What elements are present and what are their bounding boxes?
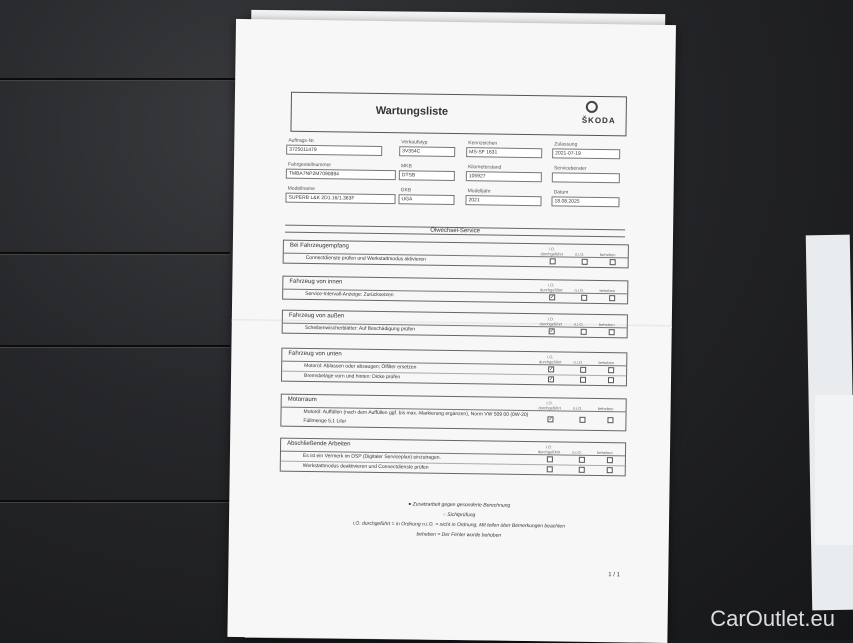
page-number: 1 / 1 — [608, 572, 621, 579]
checkbox[interactable] — [550, 258, 556, 264]
maintenance-sheet — [227, 19, 676, 643]
field-label: Fahrgestellnummer — [287, 161, 332, 169]
field-value: 3V354C — [399, 146, 455, 157]
field-value: 18.08.2025 — [551, 196, 619, 207]
checkbox[interactable] — [579, 457, 585, 463]
col-fixed: beheben — [597, 450, 613, 456]
group-title-text: Abschließende Arbeiten — [287, 440, 351, 448]
checkbox[interactable] — [608, 367, 614, 373]
checkbox[interactable] — [579, 417, 585, 423]
checkbox-checked[interactable]: ✓ — [549, 366, 554, 373]
col-io: i.O. durchgeführt — [540, 282, 563, 293]
checkbox-checked[interactable]: ✓ — [548, 376, 554, 383]
group-box — [281, 348, 627, 387]
checkbox[interactable] — [607, 457, 613, 463]
group-box — [280, 394, 626, 432]
col-io: i.O. durchgeführt — [537, 444, 561, 455]
group-box — [282, 310, 628, 339]
vehicle-fields — [286, 137, 626, 205]
brand-name: ŠKODA — [581, 115, 616, 126]
col-fixed: beheben — [597, 406, 614, 412]
checkbox[interactable] — [607, 417, 613, 423]
checkbox-checked[interactable]: ✓ — [548, 416, 553, 423]
group-title-text: Motorraum — [287, 396, 317, 404]
field-value: 2021 — [465, 195, 541, 206]
field-label: Datum — [553, 189, 569, 196]
col-fixed: beheben — [599, 288, 616, 294]
group-title-text: Fahrzeug von innen — [289, 278, 343, 286]
seat-seam — [0, 252, 230, 254]
checkbox[interactable] — [580, 367, 586, 373]
col-nio: n.i.O. — [572, 405, 583, 411]
column-headers — [537, 316, 621, 327]
checkbox-checked[interactable]: ✓ — [549, 328, 554, 335]
row-text: Scheibenwischerblätter: Auf Beschädigung prüfen — [304, 324, 416, 333]
checkbox[interactable] — [607, 467, 613, 473]
background-paper — [815, 395, 853, 545]
checkbox[interactable] — [581, 329, 587, 335]
checkbox[interactable] — [580, 377, 586, 383]
field-value: 2021-07-19 — [552, 148, 620, 159]
col-io: i.O. durchgeführt — [539, 316, 563, 327]
row-text: Motoröl: Ablassen oder absaugen; Ölfilter ersetzen — [304, 362, 417, 371]
field-label: Modelljahr — [467, 188, 491, 195]
watermark-logo: CarOutlet.eu — [710, 606, 835, 631]
sheet-header — [290, 92, 627, 137]
field-value: DTSB — [399, 170, 455, 181]
legend-visual-check: ◌ Sichtprüfung — [442, 511, 476, 519]
row-text: Bremsbeläge vorn und hinten: Dicke prüfen — [304, 372, 401, 381]
row-text: Service-Intervall-Anzeige: Zurücksetzen — [305, 290, 394, 299]
group-title-text: Bei Fahrzeugempfang — [289, 242, 349, 250]
column-headers — [537, 282, 621, 293]
col-nio: n.i.O. — [574, 251, 585, 257]
field-label: GKB — [400, 187, 412, 194]
checkbox[interactable] — [582, 259, 588, 265]
column-headers — [536, 354, 620, 365]
field-label: Kennzeichen — [468, 140, 498, 147]
checkbox[interactable] — [547, 466, 553, 472]
field-label: MKB — [400, 163, 412, 170]
col-fixed: beheben — [598, 322, 615, 328]
field-value: MS-SF 1631 — [466, 147, 542, 158]
field-value: 3725011479 — [286, 145, 382, 156]
sheet-title: Wartungsliste — [375, 104, 449, 118]
legend — [349, 499, 570, 542]
group-title-text: Fahrzeug von außen — [288, 312, 345, 320]
checkbox[interactable] — [581, 295, 587, 301]
row-text: Motoröl: Auffüllen (nach dem Auffüllen ggf. bis max.-Markierung ergänzen), Norm VW 509 00 (0W-20) Füllmenge 5,1 Liter — [303, 408, 529, 425]
field-label: Zulassung — [554, 141, 578, 148]
checkbox[interactable] — [608, 377, 614, 383]
checkbox[interactable] — [579, 467, 585, 473]
row-text: Werkstattmodus deaktivieren und Connectdienste prüfen — [302, 462, 429, 471]
field-value: SUPERB L&K 2D1.16/1.363F — [285, 193, 395, 205]
checkbox[interactable] — [609, 295, 615, 301]
seat-seam — [0, 345, 230, 347]
field-value: TMBA7NP2M7090884 — [286, 169, 396, 181]
column-headers — [538, 246, 622, 257]
checkbox[interactable] — [609, 329, 615, 335]
section-title: Ölwechsel-Service — [285, 225, 625, 238]
group-box — [283, 240, 629, 269]
col-nio: n.i.O. — [573, 321, 584, 327]
field-value — [552, 172, 620, 183]
field-label: Serviceberater — [553, 165, 587, 172]
seat-seam — [0, 500, 240, 502]
checkbox[interactable] — [610, 259, 616, 265]
row-text: Connectdienste prüfen und Werkstattmodus aktivieren — [305, 254, 426, 263]
field-value: 105927 — [466, 171, 542, 182]
checkbox[interactable] — [547, 456, 553, 462]
field-label: Kilometerstand — [467, 164, 502, 171]
checkbox-checked[interactable]: ✓ — [550, 294, 555, 301]
skoda-logo-icon — [586, 101, 598, 113]
col-io: i.O. durchgeführt — [538, 400, 561, 411]
legend-extra-work: ● Zusatzarbeit gegen gesonderte Berechnung — [408, 501, 511, 509]
row-text: Es ist ein Vermerk im DSP (Digitaler Serviceplan) einzutragen. — [302, 452, 441, 461]
field-label: Modellname — [287, 185, 315, 193]
col-nio: n.i.O. — [574, 287, 585, 293]
group-box — [280, 438, 626, 477]
seat-seam — [0, 78, 260, 80]
field-label: Verkaufstyp — [401, 139, 428, 146]
legend-abbreviations: i.O. durchgeführt = in Ordnung n.i.O. = nicht in Ordnung, Mit teilen über Bemerkungen beachten beheben = Der Fehler wurde behoben — [352, 520, 566, 539]
col-nio: n.i.O. — [572, 449, 582, 455]
column-headers — [535, 444, 619, 455]
col-fixed: beheben — [598, 360, 615, 366]
column-headers — [536, 400, 620, 411]
field-value: UGA — [398, 194, 454, 205]
col-nio: n.i.O. — [573, 359, 584, 365]
col-io: i.O. durchgeführt — [540, 246, 564, 257]
col-io: i.O. durchgeführt — [538, 354, 562, 365]
group-title-text: Fahrzeug von unten — [288, 350, 342, 358]
col-fixed: beheben — [599, 252, 616, 258]
field-label: Auftrags-Nr. — [288, 137, 316, 145]
group-box — [282, 276, 628, 305]
